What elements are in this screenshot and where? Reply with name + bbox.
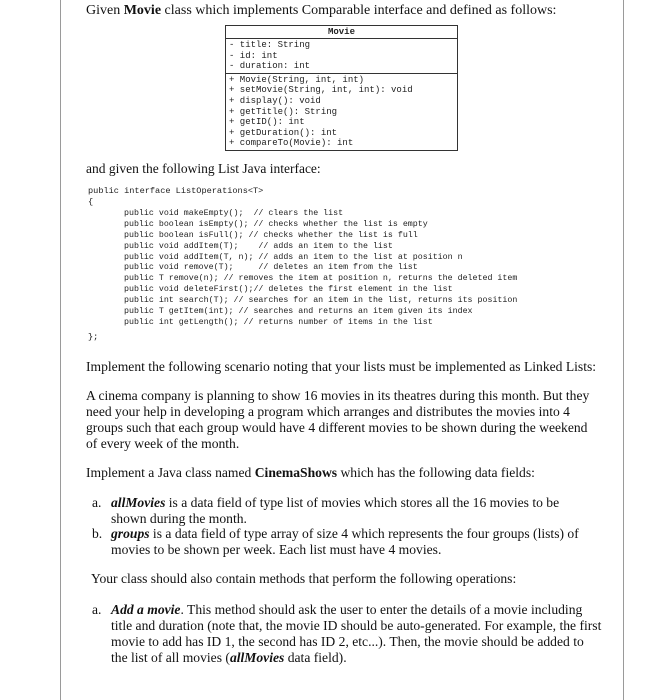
scenario-description: A cinema company is planning to show 16 movies in its theatres during this month. But they need your help in developing a program which arranges and distributes the movies into 4 groups such that each group would have 4 different movies to be shown during the weekend of every week of the month. [86, 388, 590, 451]
uml-class-title: Movie [226, 26, 457, 39]
list-item-text [111, 526, 597, 558]
code-close-brace: }; [88, 332, 99, 342]
interface-intro: and given the following List Java interface: [86, 161, 321, 176]
code-open-brace: { [88, 197, 94, 207]
class-fields-intro-end: which has the following data fields: [337, 465, 535, 480]
code-line: public boolean isFull(); // checks whether the list is full [124, 230, 418, 240]
intro-text-start: Given [86, 3, 124, 18]
field-name: groups [111, 526, 150, 541]
class-fields-intro [86, 465, 601, 481]
code-line: public void remove(T); // deletes an item from the list [124, 263, 418, 273]
list-marker: b. [92, 526, 103, 541]
uml-class-diagram [225, 25, 458, 151]
field-description: is a data field of type list of movies which stores all the 16 movies to be shown during the month. [111, 495, 560, 526]
uml-method: + display(): void [229, 95, 321, 106]
code-line: public T getItem(int); // searches and returns an item given its index [124, 307, 473, 317]
code-interface-header: public interface ListOperations<T> [88, 186, 264, 196]
code-line: public int getLength(); // returns number of items in the list [124, 317, 433, 327]
uml-method: + getDuration(): int [229, 127, 338, 138]
code-line: public int search(T); // searches for an item in the list, returns its position [124, 296, 518, 306]
uml-field: - title: String [229, 40, 311, 50]
page-edge-left [60, 0, 61, 700]
operation-description: . This method should ask the user to enter the details of a movie including title and duration (note that, the movie ID should be auto-generated. For example, the first movie to add has ID 1, the second has ID 2, etc...). Then, the movie should be added to the list of all movies ( [111, 602, 602, 665]
code-line: public boolean isEmpty(); // checks whether the list is empty [124, 219, 428, 229]
uml-method: + getTitle(): String [229, 106, 338, 117]
intro-line [86, 3, 556, 19]
code-body [124, 209, 517, 329]
code-line: public void deleteFirst();// deletes the first element in the list [124, 285, 453, 295]
uml-fields-section [226, 39, 457, 73]
scenario-instruction: Implement the following scenario noting that your lists must be implemented as Linked Lists: [86, 359, 597, 374]
code-header-block [88, 186, 263, 208]
operation-field-ref: allMovies [229, 650, 285, 665]
uml-method: + setMovie(String, int, int): void [229, 85, 413, 96]
code-line: public void addItem(T); // adds an item to the list [124, 241, 393, 251]
list-marker: a. [92, 495, 102, 510]
uml-method: + getID(): int [229, 117, 305, 128]
code-line: public T remove(n); // removes the item at position n, returns the deleted item [124, 274, 518, 284]
uml-field: - id: int [229, 50, 278, 61]
operation-name: Add a movie [111, 602, 181, 617]
operation-description-end: data field). [284, 650, 347, 665]
list-item-text [111, 602, 602, 666]
list-marker: a. [92, 602, 102, 617]
page-edge-right [623, 0, 624, 700]
code-line: public void addItem(T, n); // adds an item to the list at position n [124, 252, 463, 262]
class-name: CinemaShows [254, 465, 338, 480]
operations-intro: Your class should also contain methods that perform the following operations: [91, 571, 517, 586]
field-description: is a data field of type array of size 4 which represents the four groups (lists) of movies to be shown per week. Each list must have 4 movies. [111, 526, 579, 557]
intro-text-end: class which implements Comparable interface and defined as follows: [161, 3, 557, 18]
list-item-text [111, 495, 597, 527]
class-fields-intro-start: Implement a Java class named [86, 465, 255, 480]
field-name: allMovies [111, 495, 166, 510]
uml-method: + compareTo(Movie): int [229, 138, 354, 149]
uml-methods-section [226, 73, 457, 150]
uml-field: - duration: int [229, 61, 311, 72]
uml-method: + Movie(String, int, int) [229, 74, 365, 85]
code-line: public void makeEmpty(); // clears the list [124, 209, 344, 218]
intro-class-name: Movie [123, 3, 162, 18]
